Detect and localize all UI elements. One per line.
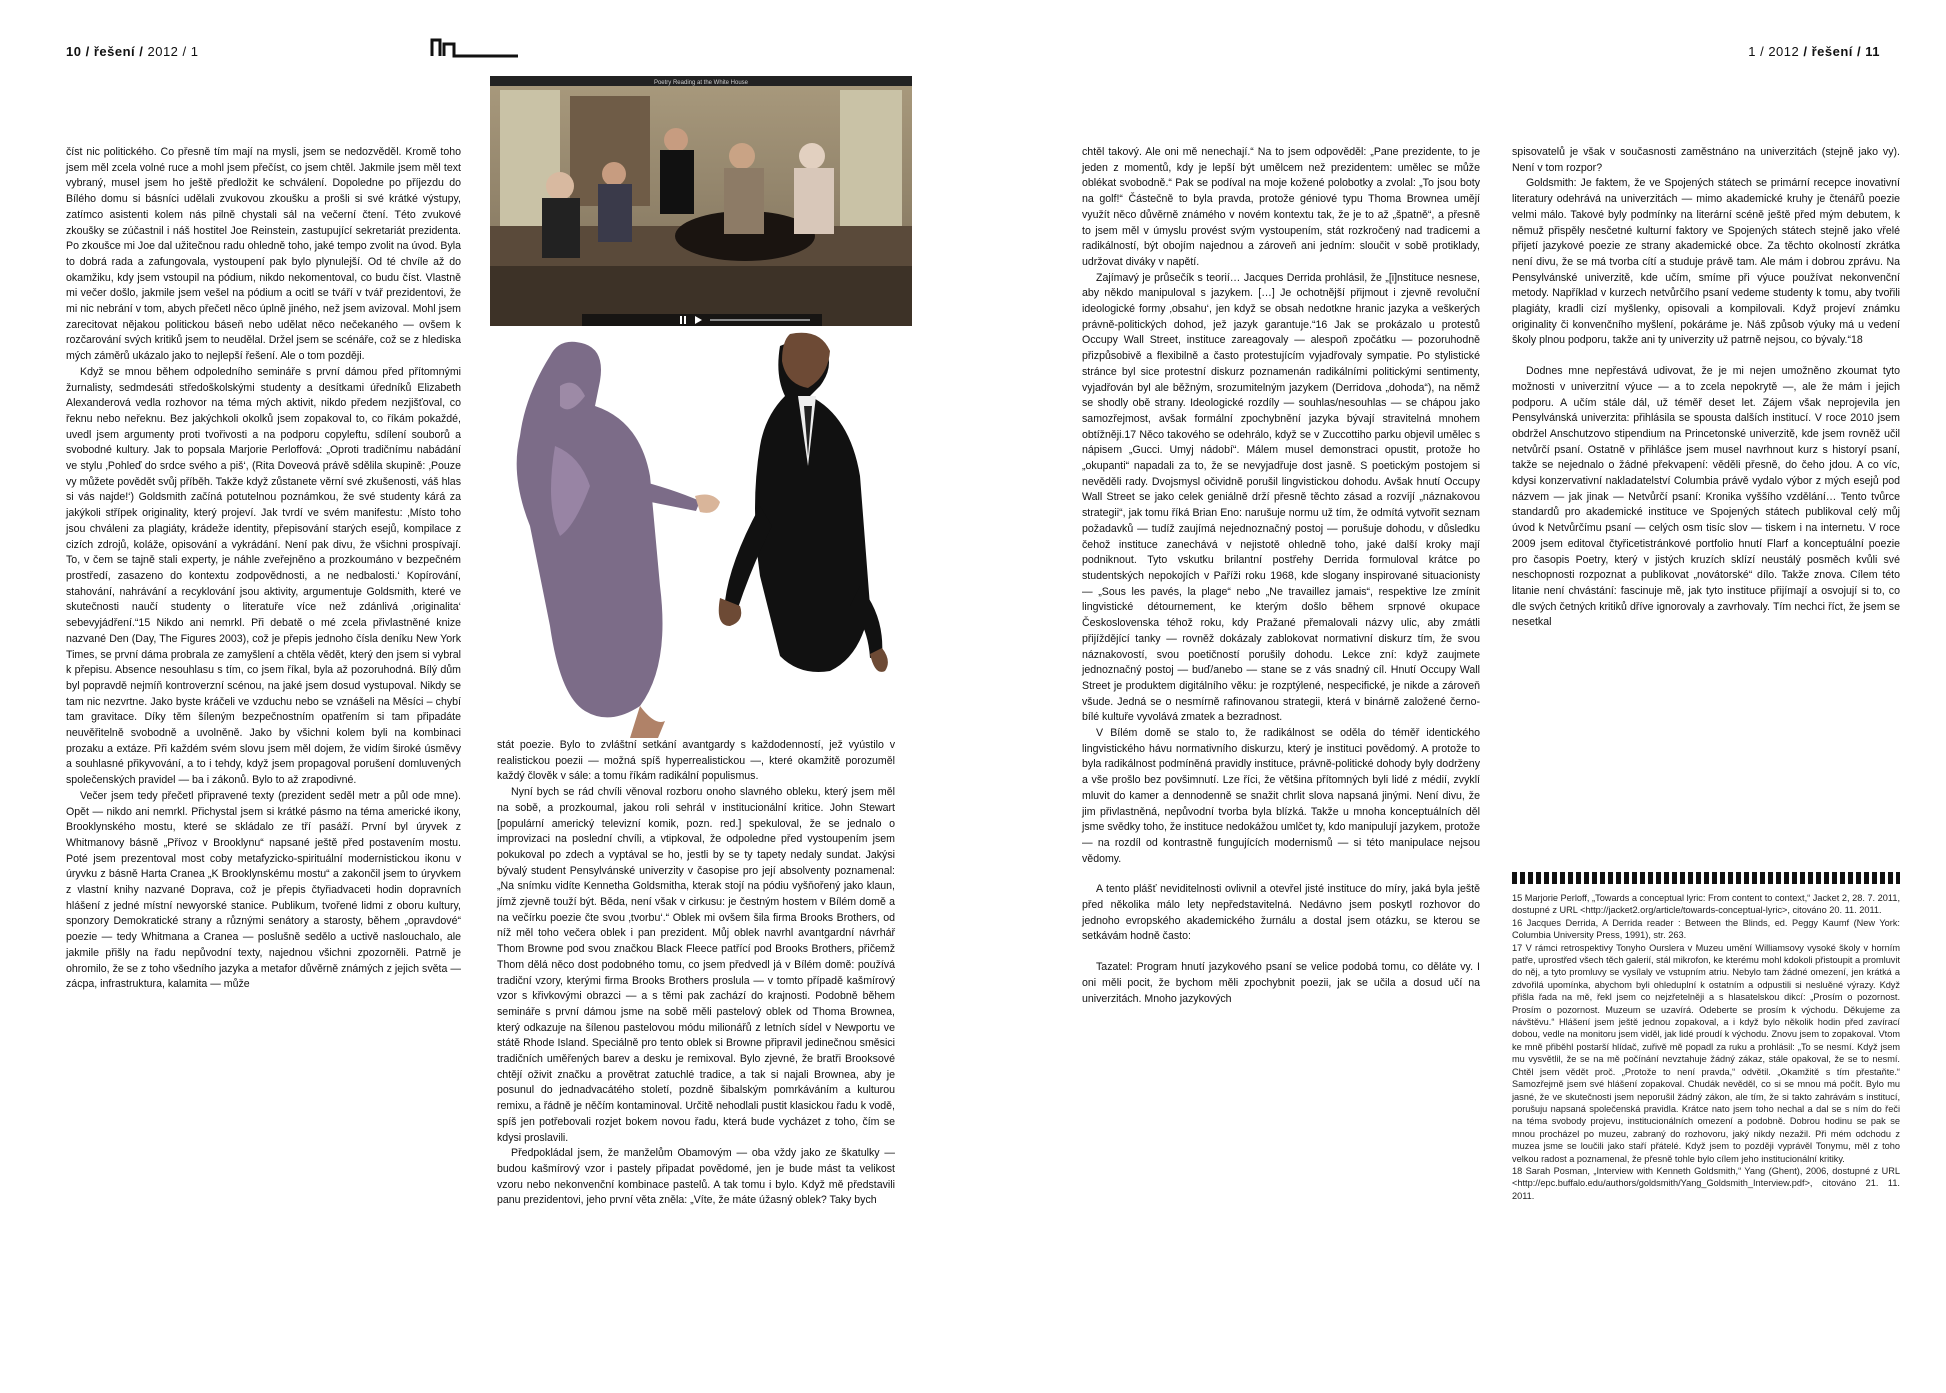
- article-column-3: [1082, 145, 1480, 1007]
- footnote-15: 15 Marjorie Perloff, „Towards a conceptual lyric: From content to context,“ Jacket 2, 28. 7. 2011, dostupné z URL <http://jacket2.org/article/towards-conceptual-lyric>, citováno 20. 11. 2011.: [1512, 893, 1900, 916]
- footnote-16: 16 Jacques Derrida, A Derrida reader : Between the Blinds, ed. Peggy Kaumf (New York: Columbia University Press, 1991), str. 263.: [1512, 917, 1900, 941]
- paragraph: A tento plášť neviditelnosti ovlivnil a otevřel jisté instituce do míry, jaká byla ještě před několika málo lety nepředstavitelná. Nedávno jsem poskytl rozhovor do jednoho evropského akademického žurnálu a dostal jsem otázku, se kterou se setkávám hodně často:: [1082, 883, 1480, 943]
- right-section-name: řešení: [1811, 44, 1853, 59]
- paragraph: Předpokládal jsem, že manželům Obamovým — oba vždy jako ze škatulky — budou kašmírový vzor i pastely připadat povědomé, jen je bude mást ta velikost vzoru nebo nekonvenční kombinace pastelů. A tak tomu i bylo. Když mě představili panu prezidentovi, jeho první věta zněla: „Víte, že máte úžasný oblek? Taky bych: [497, 1147, 895, 1207]
- right-issue: 1 / 2012: [1748, 44, 1800, 59]
- left-page-number: 10: [66, 44, 82, 59]
- footnotes: [1512, 892, 1900, 1202]
- footnote-18: 18 Sarah Posman, „Interview with Kenneth Goldsmith,“ Yang (Ghent), 2006, dostupné z URL <http://epc.buffalo.edu/authors/goldsmith/Yang_Goldsmith_Interview.pdf>, citováno 21. 11. 2011.: [1512, 1165, 1900, 1201]
- paragraph: stát poezie. Bylo to zvláštní setkání avantgardy s každodenností, jež vyústilo v realistickou poezii — možná spíš hyperrealistickou —, které okamžitě porozuměl každý člověk v sále: a tomu říkám radikální populismus.: [497, 739, 895, 783]
- reader-and-president-cutout: [490, 326, 912, 746]
- footnote-separator: [1512, 872, 1900, 884]
- interview-question: Tazatel: Program hnutí jazykového psaní se velice podobá tomu, co děláte vy. I oni měli pocit, že bychom měli zpochybnit poezii, jak se učila a dosud učí na univerzitách. Mnoho jazykových: [1082, 961, 1480, 1005]
- video-title: Poetry Reading at the White House: [653, 80, 749, 86]
- interview-answer: Goldsmith: Je faktem, že ve Spojených státech se primární recepce inovativní literatury odehrává na univerzitách — mimo akademické kruhy je čtenářů poezie velmi málo. Takové byly podmínky na literární scéně ještě před mým debutem, k němuž přispěly nesčetné kulturní faktory ve Spojených státech stejně jako vřelé přijetí jazykové poezie ze strany akademické obce. Za těchto okolností zkrátka není divu, že se má tvorba cítí a studuje právě tam. Ale mám i dobrou zprávu. Na Pensylvánské univerzitě, kde učím, smíme při výuce používat nekonvenční metody. Například v kurzech netvůrčího psaní vedeme studenty k tomu, aby tvořili plagiáty, kradli cizí myšlenky, opisovali a kompilovali. Když projeví známku originality či konvenčního myšlení, pokáráme je. Náš způsob výuky má u vedení školy plnou podporu, takže ani ty univerzity už patrně nejsou, co bývaly.“18: [1512, 177, 1900, 347]
- paragraph: číst nic politického. Co přesně tím mají na mysli, jsem se nedozvěděl. Kromě toho jsem měl zcela volné ruce a mohl jsem přečíst, co jsem chtěl. Jakmile jsem měl text vybraný, musel jsem ho ještě předložit ke schválení. Dopoledne po příjezdu do Bílého domu si básníci udělali zvukovou zkoušku a prošli si své krátké výstupy, zatímco asistenti kolem nás pilně chystali sál na večerní čtení. Této zvukové zkoušky se zúčastnil i náš hostitel Joe Reinstein, zastupující sekretariát prezidenta. Po zkoušce mi Joe dal užitečnou radu ohledně toho, jaké tempo zvolit na úvod. Byla to dobrá rada a zafungovala, vystoupení pak bylo plynulejší. Od té chvíle až do okamžiku, kdy jsem vstoupil na pódium, nikdo nekomentoval, co budu číst. Vlastně mi večer došlo, jakmile jsem vešel na pódium a ocitl se tváří v tvář prezidentovi, že mi nic nebrání v tom, abych přečetl něco úplně jiného, než jsem avizoval. Mohl jsem zarecitovat nějakou politickou báseň nebo udělat něco nečekaného — ovšem k rozčarování svých kritiků jsem to neudělal. Držel jsem se scénáře, což se z hlediska mých záměrů ukázalo jako to nejlepší řešení. Ale o tom později.: [66, 146, 461, 363]
- right-page-header: 1 / 2012 / řešení / 11: [1748, 44, 1880, 59]
- paragraph: Když se mnou během odpoledního semináře s první dámou před přítomnými žurnalisty, sedmdesáti středoškolskými studenty a desítkami úředníků Elizabeth Alexanderová vedla rozhovor na téma mých aktivit, nikdo předem nezjišťoval, co řeknu nebo neřeknu. Bez jakýchkoli okolků jsem zopakoval to, co říkám pokaždé, uvedl jsem argumenty proti tvořivosti a na podporu copyleftu, sdílení souborů a svobodné kultury. Jak to popsala Marjorie Perloffová: „Oproti tradičnímu nabádání ve stylu ‚Pohleď do srdce svého a piš‘, (Rita Doveová právě sdělila skupině: ‚Pouze vy můžete povědět svůj příběh. Takže když zůstanete věrní své zkušenosti, váš hlas si vás najde!‘) Goldsmith začíná potutelnou poznámkou, že své studenty kárá za jakýkoli střípek originality, který projeví. Jak tvrdí ve svém manifestu: ‚Místo toho jsou chváleni za plagiáty, krádeže identity, přepisování starých esejů, kompilace z cizích zdrojů, koláže, opisování a vykrádání. Není pak divu, že všichni prospívají. To, v čem se tajně stali experty, je náhle zveřejněno a prozkoumáno v bezpečném prostředí, zasazeno do kontextu zodpovědnosti, a ne nedbalosti.‘ Kopírování, stahování, nahrávání a recyklování jsou aktivity, argumentuje Goldsmith, které ve skutečnosti naučí studenty o literatuře více než zdánlivá ‚originalita‘ sebevyjádření.“15 Nikdo ani nemrkl. Při debatě o mé zcela přivlastněné knize nazvané Den (Day, The Figures 2003), což je přepis jednoho čísla deníku New York Times, se první dáma probrala ze zamyšlení a chtěla vědět, který den jsem si vybral k přepisu. Absence nesouhlasu s tím, co jsem říkal, byla až pozoruhodná. Bílý dům byl popravdě nejmíň kontroverzní scénou, na jaké jsem dosud vystupoval. Nikdy se tam nic nezvrtne. Jako byste kráčeli ve vzduchu nebo se vznášeli na Měsíci – chybí tam gravitace. Díky těm šíleným bezpečnostním opatřením si tam připadáte neuvěřitelně svobodně a uvolněně. Jako by všichni kolem byli na kombinaci prozaku a extáze. Při každém svém slovu jsem měl dojem, že vidím široké úsměvy a souhlasné přikyvování, a to i tehdy, když jsem propagoval porušení domluvených společenských pravidel — ba i zákonů. Bylo to až zrapodivné.: [66, 365, 461, 787]
- article-column-4: [1512, 145, 1900, 631]
- left-issue: 2012 / 1: [147, 44, 199, 59]
- white-house-reading-photo: [490, 76, 912, 326]
- article-column-1: [66, 145, 461, 993]
- paragraph: Nyní bych se rád chvíli věnoval rozboru onoho slavného obleku, který jsem měl na sobě, a prozkoumal, jakou roli sehrál v institucionální kritice. John Stewart [populární americký televizní komik, pozn. red.] spekuloval, že se jednalo o improvizaci na poslední chvíli, a vtipkoval, že odpoledne před vystoupením jsem pokukoval po zdech a vyptával se ho, jestli by se ty tapety nedaly sundat. Jakýsi bývalý student Pensylvánské univerzity v časopise pro její absolventy poznamenal: „Na snímku vidíte Kennetha Goldsmitha, kterak stojí na pódiu vyšňořený jako klaun, jímž zjevně touží být. Běda, není však v cirkusu: je čestným hostem v Bílém domě a na večírku poezie čte svou ‚tvorbu‘.“ Oblek mi ovšem šila firma Brooks Brothers, od níž měl toho večera oblek i pan prezident. Můj oblek navrhl avantgardní návrhář Thom Browne pod svou značkou Black Fleece patřící pod Brooks Brothers, přičemž Thom dělá něco dost podobného tomu, co jsem předvedl já v Bílém domě: používá tradiční vzory, kterými firma Brooks Brothers proslula — v tomto případě kašmírový vzor s křivkovými obrazci — a s těmi pak zachází do krajnosti. Podobně během semináře s první dámou jsme na sobě měli pastelový oblek od Thoma Brownea, který odkazuje na šílenou pastelovou módu milionářů z letních sídel v Newportu ve státě Rhode Island. Speciálně pro tento oblek si Browne připravil jedinečnou směsici tradičních uměřených barev a desku je remixoval. Bylo zjevné, že bratři Brooksové chtějí oživit značku a provětrat zatuchlé tradice, a tak si najali Brownea, aby je posunul do jednadvacátého století, pozdně šibalským pomrkáváním a kulturou remixu, a řádně je něčím kontaminoval. Určitě nehodlali pustit klasickou řadu k vodě, spíš jen potřebovali rozjet bokem novou řadu, která bude vycházet z toho, čím se kdysi proslavili.: [497, 786, 895, 1144]
- paragraph: V Bílém domě se stalo to, že radikálnost se oděla do téměř identického lingvistického hávu normativního diskurzu, který je instituci povědomý. A protože to byla radikálnost podmíněná pravidly instituce, právně-politické dohody byly dodrženy a vše prošlo bez povšimnutí. Lze říci, že většina přítomných byli lidé z médií, zvyklí mluvit do kamer a dennodenně se snažit chrlit slova napsaná jinými. Není divu, že jim přivlastněná, nepůvodní tvorba byla blízká. Takže u mnoha konceptuálních děl jsme svědky toho, že instituce nedokážou umlčet ty, kdo manipulují jazykem, protože — na rozdíl od kontrastně fungujících modernismů — si této manipulace nejsou vědomy.: [1082, 727, 1480, 865]
- paragraph: chtěl takový. Ale oni mě nenechají.“ Na to jsem odpověděl: „Pane prezidente, to je jeden z momentů, kdy je lepší být umělcem než prezidentem: umělec se může oblékat svobodně.“ Pak se podíval na moje kožené polobotky a zvolal: „To jsou boty na golf!“ Částečně to byla pravda, protože géniové typu Thoma Brownea umějí využít něco důvěrně známého v novém kontextu tak, že je to až „špatně“, a přesně to jsem měl v úmyslu provést svým vystoupením, stát rozkročený nad tradicemi a radikálností, být obojím najednou a zároveň ani jedním: sloučit v sobě protiklady, udržovat diváky v napětí.: [1082, 146, 1480, 268]
- article-column-2: [497, 738, 895, 1209]
- paragraph: spisovatelů je však v současnosti zaměstnáno na univerzitách (stejně jako vy). Není v tom rozpor?: [1512, 146, 1900, 174]
- paragraph: Dodnes mne nepřestává udivovat, že je mi nejen umožněno zkoumat tyto možnosti v univerzitní výuce — a to zcela nepokrytě —, ale že mám i jejich podporu. A učím stále dál, už téměř deset let. Zájem však neprojevila jen Pensylvánská univerzita: přihlásila se spousta dalších institucí. V roce 2010 jsem obdržel Anschutzovo stipendium na Princetonské univerzitě, kde jsem rovněž učil netvůrčí psaní. Ostatně v přihlášce jsem musel navrhnout kurz s historyí psaní, takže se nejednalo o žádné překvapení: věděli přesně, do čeho jdou. A co víc, kdysi konzervativní nakladatelství Columbia právě vydalo výbor z mých esejů pod názvem — jak jinak — Netvůrčí psaní: Kronika vyššího vzdělání… Tento tvůrce standardů pro akademické instituce ve Spojených státech publikoval celý můj úvod k Netvůrčímu psaní — celých osm tisíc slov — tiskem i na internetu. V roce 2009 jsem editoval čtyřicetistránkové portfolio hnutí Flarf a konceptuální poezie pro časopis Poetry, který v jistých kruzích sklízí neustálý posměch kvůli své neschopnosti rozpoznat a publikovat „novátorské“ dílo. Takže znova. Cílem této litanie není chvástání: fascinuje mě, jak tyto instituce přijímají a osvojují si to, co dle svých četných kritiků dříve ignorovaly a zavrhovaly. Tím nechci říct, že jsem se nesetkal: [1512, 365, 1900, 629]
- paragraph: Zajímavý je průsečík s teorií… Jacques Derrida prohlásil, že „[i]nstituce nesnese, aby někdo manipuloval s jazykem. […] Je ochotnější přijmout i zjevně revoluční ideologické formy ‚obsahu‘, jen když se obsah nedotkne hranic jazyka a veškerých právně-politických dohod, jež jazyk garantuje.“16 Jak se prokázalo u protestů Occupy Wall Street, instituce zareagovaly — alespoň zpočátku — pozoruhodně přizpůsobivě a flexibilně a často protestujícím vyjadřovaly sympatie. Po stylistické stránce byl sice protestní diskurz poznamenán radikálními politickými sentimenty, vyjadřován byl ale běžným, srozumitelným jazykem (Derridova „dohoda“), na němž se shodly obě strany. Ideologické rozdíly — souhlas/nesouhlas — se chápou jako samozřejmost, avšak formální zpochybnění jazyka bývají stravitelná mnohem obtížněji.17 Něco takového se odehrálo, když se v Zuccottiho parku objevil umělec s nápisem „Gucci. Umyj nádobí“. Málem musel demonstraci opustit, protože ho „okupanti“ napadali za to, že se nevyjadřuje dost jasně. S poetickým postojem si nevěděli rady. Dvojsmysl očividně porušil lingvistickou dohodu. Avšak hnutí Occupy Wall Street se jako celek geniálně drží přesně těchto zásad a rozvíjí „náznakovou strategii“, jak tomu říká Brian Eno: narušuje normu už tím, že odmítá vytvořit seznam požadavků — tudíž zaujímá nejednoznačný postoj — porušuje dohodu, v důsledku čehož instituce zanechává v nejistotě ohledně toho, jaké další kroky mají podniknout. Tyto vskutku brilantní postřehy Derrida formuloval krátce po studentských nepokojích v Paříži roku 1968, kde slogany inspirované situacionisty — „Sous les pavés, la plage“ nebo „Ne travaillez jamais“, respektive lze zmínit lingvistické détournement, ke kterým došlo během srpnové okupace Československa téhož roku, kdy Pražané přemalovali názvy ulic, aby zmátli přijíždějící tanky — rovněž dokázaly zablokovat normativní diskurz tím, že svou náznakovostí, svou poetičností porušily dohodu. Lekce zní: když zaujmete jednoznačný postoj — buď/anebo — stane se z vás snadný cíl. Hnutí Occupy Wall Street je produktem digitálního věku: je rozptýlené, nespecifické, je nikde a zároveň všude. Jedná se o nesmírně rafinovanou strategii, která v binárně založené černo-bílé kultuře vyvolává zmatek a bezradnost.: [1082, 271, 1480, 724]
- left-section-name: řešení: [93, 44, 136, 59]
- right-page-number: 11: [1865, 44, 1880, 59]
- footnote-17: 17 V rámci retrospektivy Tonyho Ourslera v Muzeu umění Williamsovy vysoké školy v horním patře, uprostřed všech těch galerií, stál mikrofon, ke kterému mohl kdokoli přistoupit a promluvit do něj, a tyto promluvy se vysílaly ve vstupním atriu. Nebylo tam žádné omezení, jen krátká a zdvořilá upomínka, abychom byli ohleduplní k ostatním a odpustili si nesluěné výrazy. Když přišla řada na mě, řekl jsem co nejzřetelněji a s hlasatelskou dikcí: „Prosím o pozornost. Prosím o pozornost. Muzeum se uzavírá. Odeberte se prosím k východu. Děkujeme za návštěvu.“ Hlášení jsem ještě jednou zopakoval, a i když bylo několik hodin před zavírací dobou, vedle na monitoru jsem viděl, jak lidé proudí k východu. Znovu jsem to zopakoval. Vtom ke mně přiběhl postarší hlídač, zuřivě mě popadl za ruku a prohlásil: „To se nesmí. Když jsem mu vysvětlil, že se na mě počínání nevztahuje žádný zákaz, stále opakoval, že se to nesmí. Chtěl jsem vědět proč. „Protože to není pravda,“ odvětil. „Okamžitě s tím přestaňte.“ Samozřejmě jsem své hlášení zopakoval. Chudák nevěděl, co si se mnou má počít. Bylo mu jasné, že ve skutečnosti jsem neporušil žádný zákon, ale tím, že si takto zahrávám s institucí, porušuju napsaná společenská pravidla. Krátce nato jsem toho nechal a dal se s ním do řeči na téma svobody projevu, institucionálních omezení a podobně. Dobrou hodinu se pak se mnou procházel po muzeu, zabraný do rozhovoru, jaký nikdy nezažil. Při mém odchodu z muzea jsme se loučili jako staří přátelé. Když jsem to později vyprávěl Tonymu, měl z toho velkou radost a poznamenal, že přesně tohle bylo cílem jeho institucionální kritiky.: [1512, 942, 1900, 1164]
- magazine-logo: [430, 36, 520, 60]
- paragraph: Večer jsem tedy přečetl připravené texty (prezident seděl metr a půl ode mne). Opět — nikdo ani nemrkl. Přichystal jsem si krátké pásmo na téma americké ikony, Brooklynského mostu, které se skládalo ze tří pasáží. První byl úryvek z Whitmanovy básně „Přívoz v Brooklynu“ napsané ještě před postavením mostu. Poté jsem prezentoval most coby metafyzicko-spirituální modernistickou ikonu v úryvku z básně Harta Cranea „K Brooklynskému mostu“ a zakončil jsem to úryvkem z vlastní knihy nazvané Doprava, což je přepis čtyřiadvaceti hodin dopravních hlášení z jedné místní newyorské stanice. Publikum, tvořené lidmi z oboru kultury, sponzory Demokratické strany a různými senátory a starosty, během „opravdové“ poezie — tedy Whitmana a Cranea — poslušně sedělo a uctivě naslouchalo, ale jakmile přišly na řadu nepůvodní texty, najednou všichni zpozorněli. Patrně je ohromilo, že se z toho všedního jazyka a metafor důvěrně známých z jejich světa — zácpa, infrastruktura, kalamita — může: [66, 789, 461, 991]
- left-page-header: 10 / řešení / 2012 / 1: [66, 44, 199, 59]
